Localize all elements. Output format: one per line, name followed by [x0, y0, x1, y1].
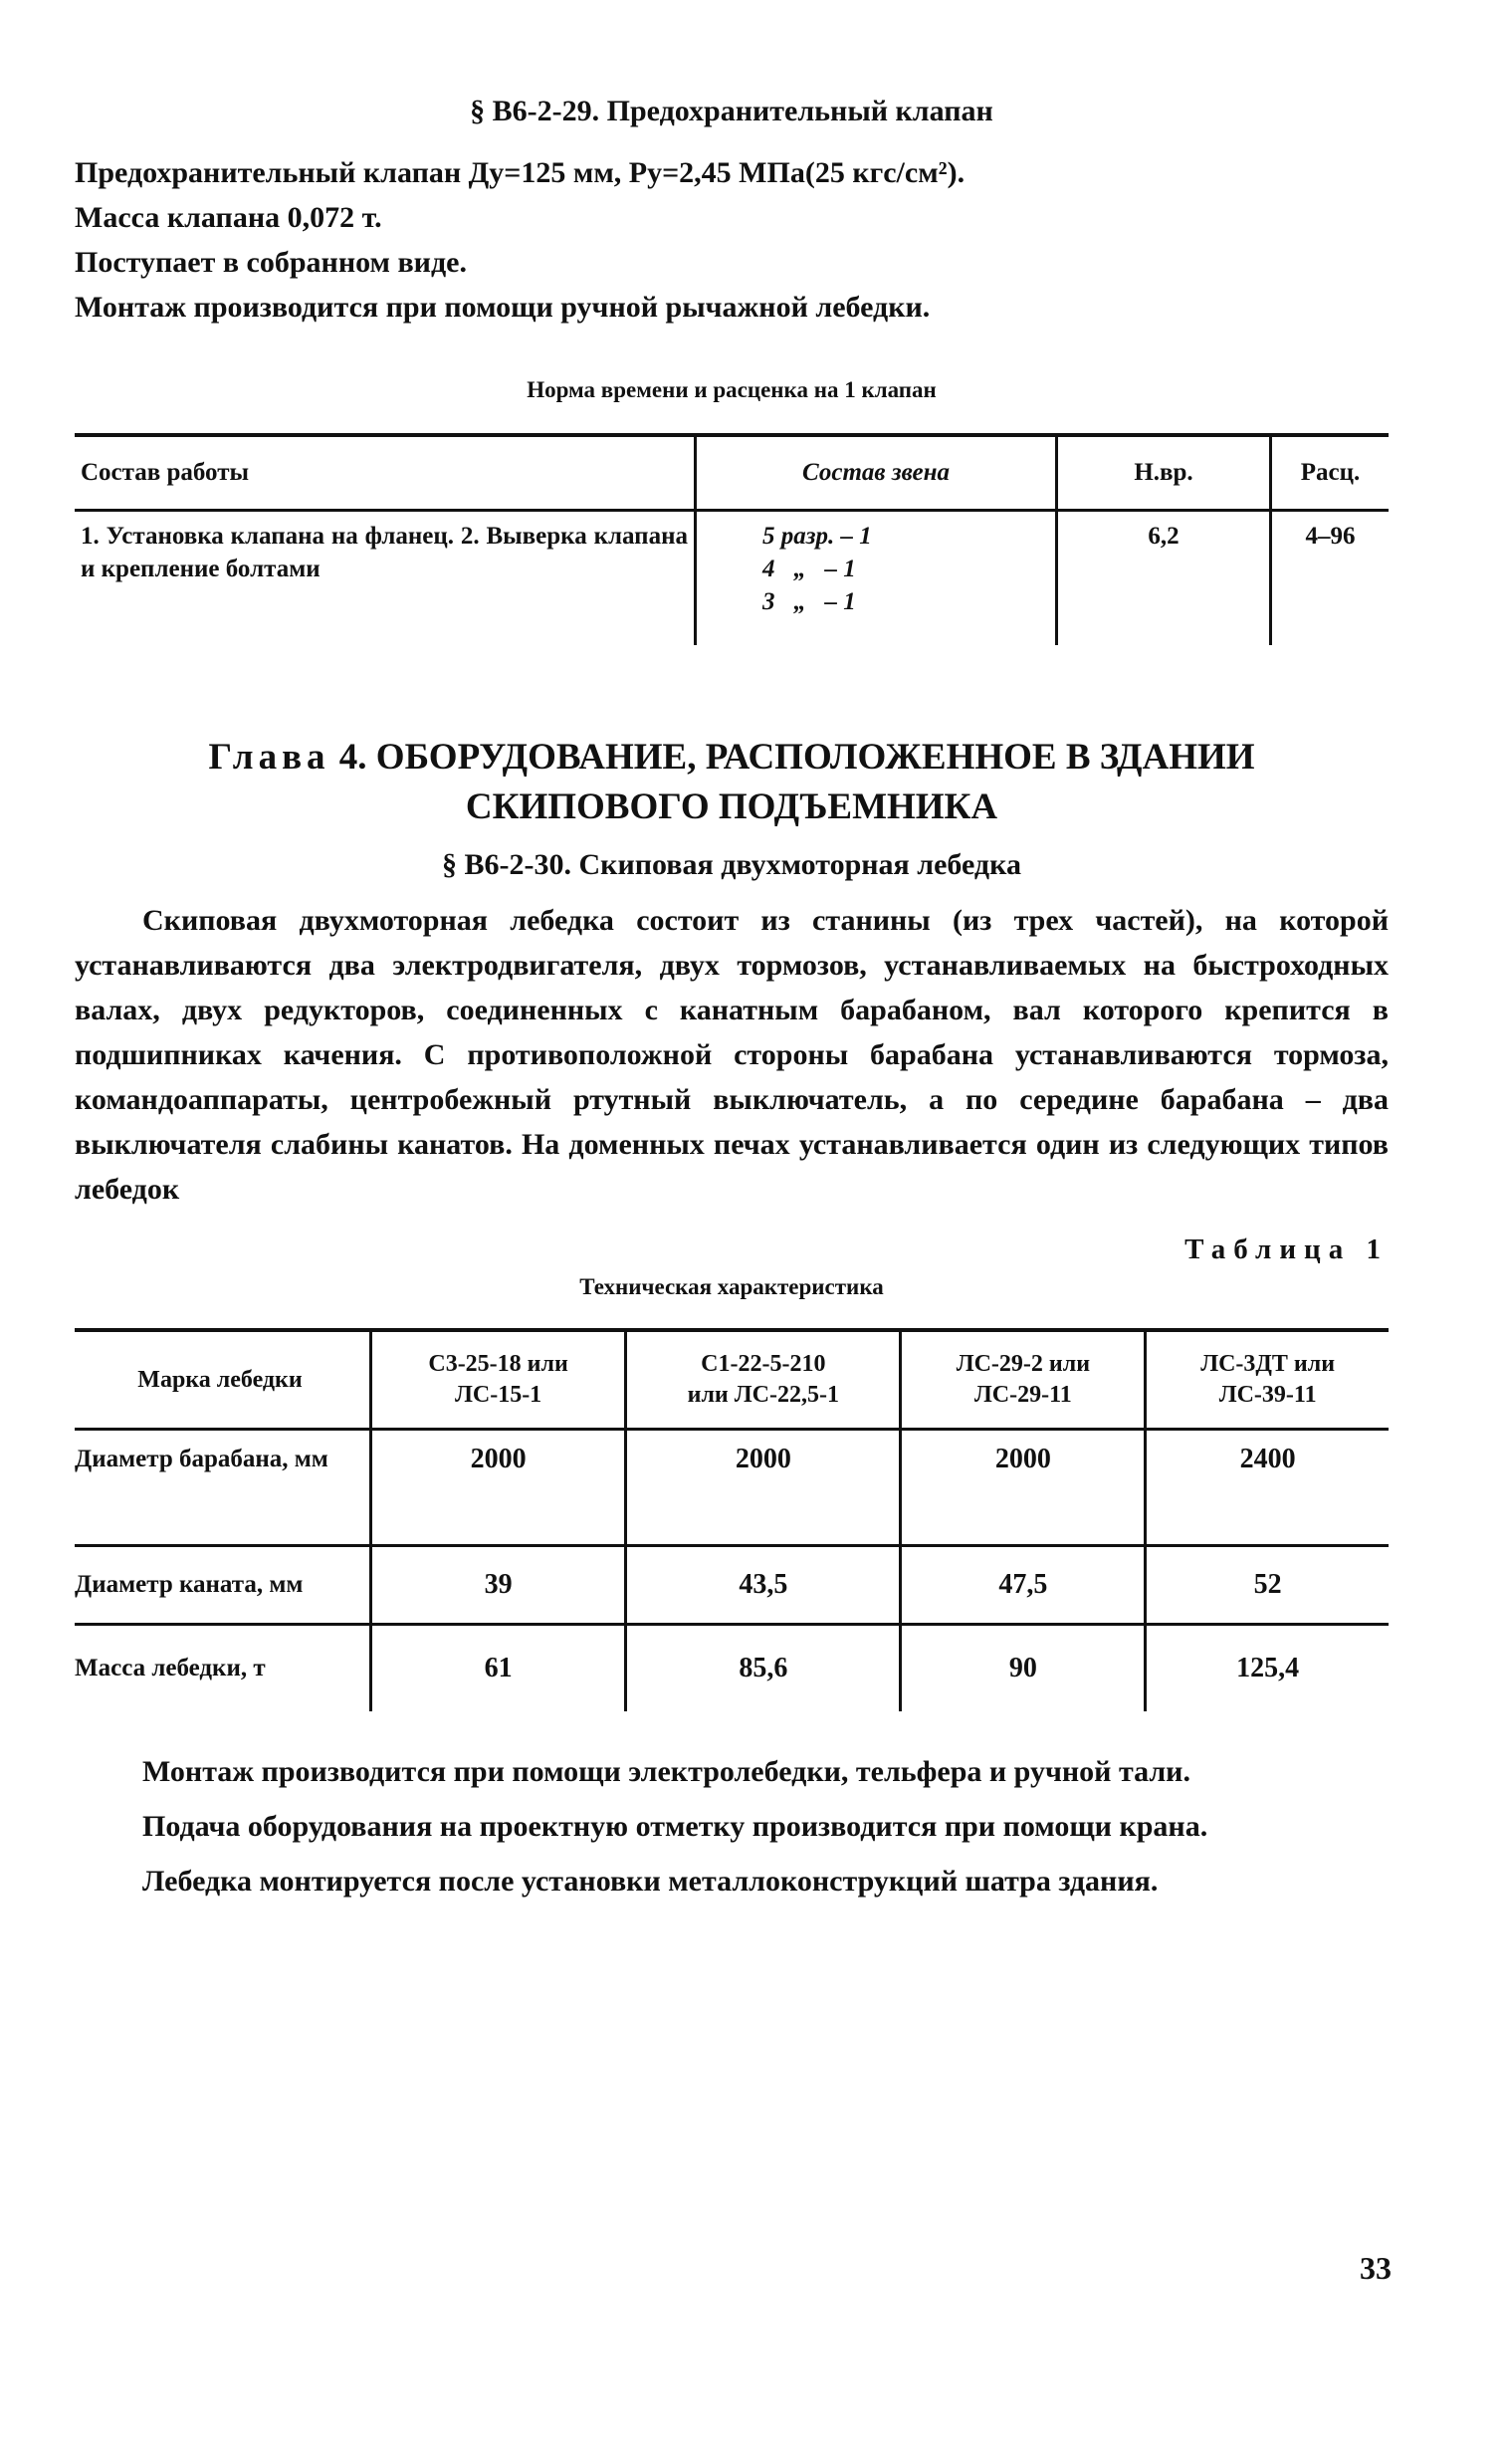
header-model-col — [371, 1330, 626, 1430]
model-name: ЛС-39-11 — [1218, 1382, 1317, 1408]
chapter-title-line1: 4. ОБОРУДОВАНИЕ, РАСПОЛОЖЕННОЕ В ЗДАНИИ — [338, 737, 1255, 778]
chapter-label: Глава — [208, 737, 330, 778]
page-number: 33 — [1360, 2250, 1392, 2286]
header-crew: Состав звена — [696, 435, 1057, 511]
header-rate: Расц. — [1271, 435, 1390, 511]
crew-line: 4 „ – 1 — [762, 556, 856, 582]
cell-value: 39 — [371, 1546, 626, 1625]
closing-paragraph: Подача оборудования на проектную отметку производится при помощи крана. — [142, 1810, 1208, 1843]
model-name: С3-25-18 или — [428, 1351, 568, 1377]
document-page — [75, 95, 1389, 1913]
header-model-col — [626, 1330, 901, 1430]
winch-description: Скиповая двухмоторная лебедка состоит из станины (из трех частей), на которой устанавливаются два электродвигателя, двух тормозов, устанавливаемых на быстроходных валах, двух редукторов, соединенных с канатным барабаном, вал которого крепится в подшипниках качения. С противоположной стороны барабана устанавливаются тормоза, командоаппараты, центробежный ртутный выключатель, а по середине барабана – два выключателя слабины канатов. На доменных печах устанавливается один из следующих типов лебедок — [75, 904, 1389, 1206]
cell-value: 43,5 — [626, 1546, 901, 1625]
tech-table-caption: Техническая характеристика — [579, 1274, 884, 1299]
valve-mass: Масса клапана 0,072 т. — [75, 201, 382, 234]
cell-value: 85,6 — [626, 1625, 901, 1712]
cell-value: 90 — [901, 1625, 1146, 1712]
crew-composition — [696, 511, 1057, 646]
norm-table-header — [75, 435, 1389, 511]
model-name: ЛС-3ДТ или — [1200, 1351, 1336, 1377]
model-name: ЛС-29-2 или — [956, 1351, 1091, 1377]
cell-value: 61 — [371, 1625, 626, 1712]
cell-value: 52 — [1146, 1546, 1389, 1625]
crew-line: 5 разр. – 1 — [762, 523, 872, 550]
closing-paragraph: Монтаж производится при помощи электролебедки, тельфера и ручной тали. — [142, 1755, 1190, 1788]
norm-table-caption: Норма времени и расценка на 1 клапан — [527, 377, 937, 402]
header-model-col — [901, 1330, 1146, 1430]
section-title: § В6-2-30. Скиповая двухмоторная лебедка — [442, 848, 1021, 881]
header-work: Состав работы — [75, 435, 696, 511]
norm-table — [75, 433, 1389, 645]
time-norm: 6,2 — [1057, 511, 1271, 646]
closing-paragraphs — [75, 1749, 1389, 1904]
cell-value: 2000 — [901, 1430, 1146, 1546]
section-title: § В6-2-29. Предохранительный клапан — [470, 95, 993, 127]
tech-table-header — [75, 1330, 1389, 1430]
cell-value: 125,4 — [1236, 1653, 1300, 1683]
model-name: ЛС-15-1 — [454, 1382, 542, 1408]
rate-value: 4–96 — [1305, 523, 1356, 550]
table-row — [75, 1430, 1389, 1546]
model-name: ЛС-29-11 — [973, 1382, 1072, 1408]
row-label: Диаметр барабана, мм — [75, 1430, 371, 1546]
row-label: Масса лебедки, т — [75, 1625, 371, 1712]
valve-mounting: Монтаж производится при помощи ручной рычажной лебедки. — [75, 291, 931, 324]
closing-paragraph: Лебедка монтируется после установки металлоконструкций шатра здания. — [142, 1865, 1159, 1898]
row-label: Диаметр каната, мм — [75, 1546, 371, 1625]
chapter-heading — [75, 733, 1389, 832]
table-row — [75, 1625, 1389, 1712]
cell-value: 2000 — [371, 1430, 626, 1546]
tech-table — [75, 1328, 1389, 1711]
crew-line: 3 „ – 1 — [762, 588, 856, 615]
table-row — [75, 1546, 1389, 1625]
model-name: С1-22-5-210 — [701, 1351, 826, 1377]
chapter-title-line2: СКИПОВОГО ПОДЪЕМНИКА — [465, 786, 998, 827]
cell-value: 2400 — [1146, 1430, 1389, 1546]
valve-spec: Предохранительный клапан Ду=125 мм, Ру=2,45 МПа(25 кгс/см²). — [75, 156, 966, 189]
model-name: или ЛС-22,5-1 — [687, 1382, 839, 1408]
header-model-col — [1146, 1330, 1389, 1430]
table-number: Таблица 1 — [1184, 1233, 1389, 1265]
cell-value: 47,5 — [901, 1546, 1146, 1625]
work-description: 1. Установка клапана на фланец. 2. Выверка клапана и крепление болтами — [75, 511, 696, 646]
table-row — [75, 511, 1389, 646]
valve-delivery: Поступает в собранном виде. — [75, 246, 467, 279]
header-time: Н.вр. — [1057, 435, 1271, 511]
cell-value: 2000 — [626, 1430, 901, 1546]
header-model: Марка лебедки — [75, 1330, 371, 1430]
